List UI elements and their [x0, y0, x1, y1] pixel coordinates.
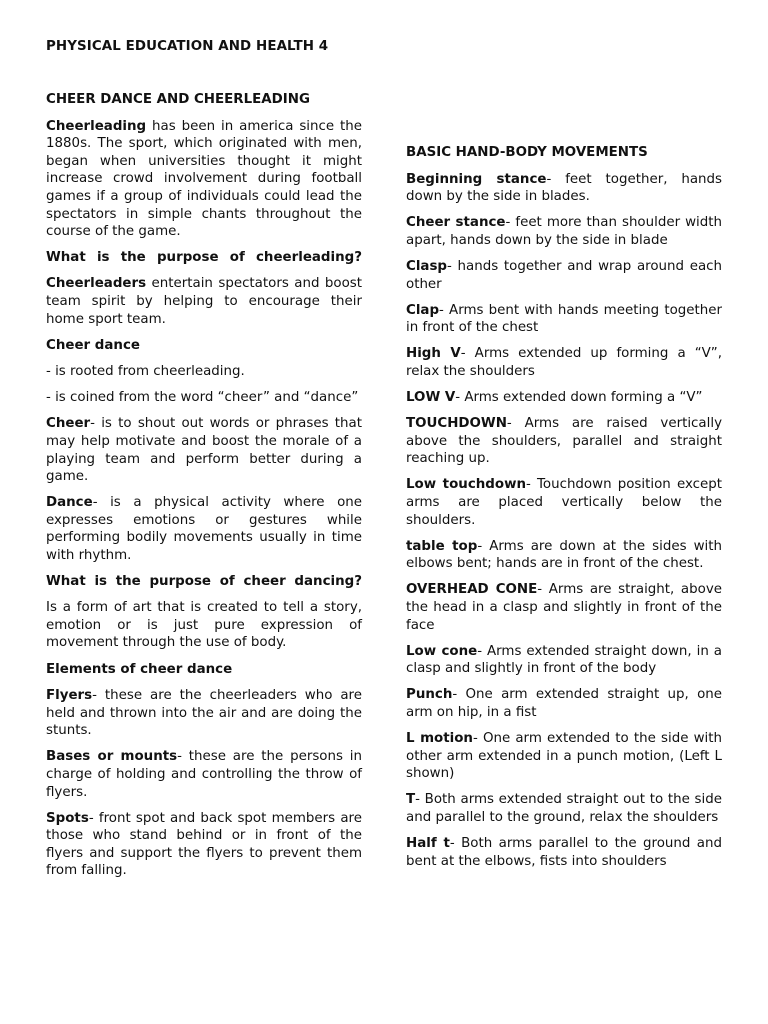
term-bases: Bases or mounts	[46, 749, 178, 765]
movement-text: - Arms extended up forming a “V”, relax the shoulders	[406, 346, 723, 379]
section-heading-movements: BASIC HAND-BODY MOVEMENTS	[406, 145, 648, 160]
heading-cheer-dance: Cheer dance	[46, 337, 140, 353]
movement-item	[406, 258, 722, 293]
term-dance: Dance	[46, 495, 93, 511]
page-title: PHYSICAL EDUCATION AND HEALTH 4	[46, 39, 329, 54]
movement-text: - One arm extended straight up, one arm on hip, in a fist	[406, 687, 722, 720]
movement-item	[406, 302, 722, 337]
movement-term: Half t	[406, 836, 450, 851]
movement-item	[406, 415, 722, 468]
movement-item	[406, 171, 722, 206]
term-cheerleading: Cheerleading	[46, 118, 147, 134]
paragraph-flyers	[46, 687, 362, 740]
paragraph-cheerleading	[46, 118, 362, 241]
right-column	[406, 144, 722, 879]
term-flyers: Flyers	[46, 688, 93, 704]
movement-text: - Arms bent with hands meeting together in front of the chest	[406, 302, 722, 336]
text-flyers: - these are the cheerleaders who are held and thrown into the air and are doing the stunts.	[46, 688, 362, 739]
question-purpose-cheer-dancing: What is the purpose of cheer dancing?	[46, 574, 362, 590]
movement-text: - One arm extended to the side with other arm extended in a punch motion, (Left L shown)	[406, 731, 722, 782]
section-heading-cheer-dance: CHEER DANCE AND CHEERLEADING	[46, 92, 310, 107]
movement-term: Low cone	[406, 643, 478, 659]
paragraph-bases	[46, 748, 362, 801]
movement-item	[406, 538, 722, 573]
movement-term: Clap	[406, 302, 440, 318]
movement-item	[406, 389, 722, 407]
movement-text: - Both arms parallel to the ground and bent at the elbows, fists into shoulders	[406, 836, 722, 869]
paragraph-spots	[46, 810, 362, 880]
movement-item	[406, 686, 722, 721]
movement-item	[406, 791, 722, 826]
movement-term: L motion	[406, 731, 473, 747]
text-cheerleaders: entertain spectators and boost team spirit by helping to encourage their home sport team.	[46, 276, 362, 327]
left-column	[46, 91, 362, 889]
movement-term: table top	[406, 538, 478, 554]
movement-term: OVERHEAD CONE	[406, 582, 538, 598]
movement-item	[406, 581, 722, 634]
movement-text: - Touchdown position except arms are placed vertically below the shoulders.	[406, 477, 722, 528]
movement-item	[406, 730, 722, 783]
question-purpose-cheerleading: What is the purpose of cheerleading?	[46, 250, 362, 266]
term-cheerleaders: Cheerleaders	[46, 276, 147, 292]
text-bases: - these are the persons in charge of holding and controlling the throw of flyers.	[46, 749, 362, 800]
movement-item	[406, 214, 722, 249]
movement-term: Cheer stance	[406, 215, 506, 231]
movement-term: High V	[406, 346, 461, 362]
movement-term: Clasp	[406, 258, 448, 274]
movement-text: - hands together and wrap around each other	[406, 258, 722, 292]
movement-term: TOUCHDOWN	[406, 416, 507, 432]
term-spots: Spots	[46, 810, 89, 826]
paragraph-dance	[46, 494, 362, 564]
movement-term: Punch	[406, 687, 453, 703]
paragraph-cheer-dancing-answer: Is a form of art that is created to tell a story, emotion or is just pure expression of movement through the use of body.	[46, 600, 362, 651]
movement-term: Low touchdown	[406, 477, 526, 493]
movement-text: - Arms extended straight down, in a clasp and slightly in front of the body	[406, 643, 722, 677]
movement-term: LOW V	[406, 390, 456, 406]
movement-text: - Arms are straight, above the head in a clasp and slightly in front of the face	[406, 582, 722, 633]
movement-text: - feet more than shoulder width apart, hands down by the side in blade	[406, 215, 723, 248]
paragraph-cheerleaders	[46, 275, 362, 328]
movement-term: T	[406, 792, 416, 808]
cheer-dance-point-1: - is rooted from cheerleading.	[46, 364, 245, 380]
movement-text: - Arms extended down forming a “V”	[455, 390, 703, 406]
movement-item	[406, 643, 722, 678]
heading-elements: Elements of cheer dance	[46, 661, 233, 677]
text-dance: - is a physical activity where one expresses emotions or gestures while performing bodily movements usually in time with rhythm.	[46, 495, 362, 564]
text-spots: - front spot and back spot members are those who stand behind or in front of the flyers and support the flyers to prevent them from falling.	[46, 810, 362, 879]
movement-text: - Arms are down at the sides with elbows bent; hands are in front of the chest.	[406, 538, 722, 572]
movement-text: - feet together, hands down by the side in blades.	[406, 171, 722, 205]
text-cheerleading: has been in america since the 1880s. The sport, which originated with men, began when universities thought it might increase crowd involvement during football games if a group of individuals could lead the spectators in simple chants throughout the course of the game.	[46, 118, 362, 240]
text-cheer: - is to shout out words or phrases that may help motivate and boost the morale of a playing team and perform better during a game.	[46, 416, 362, 485]
movement-term: Beginning stance	[406, 171, 547, 187]
cheer-dance-point-2: - is coined from the word “cheer” and “dance”	[46, 390, 359, 406]
movement-item	[406, 835, 722, 870]
movement-item	[406, 476, 722, 529]
movement-text: - Arms are raised vertically above the shoulders, parallel and straight reaching up.	[406, 416, 722, 467]
movement-item	[406, 345, 722, 380]
term-cheer: Cheer	[46, 416, 91, 432]
movement-text: - Both arms extended straight out to the side and parallel to the ground, relax the shoulders	[406, 792, 722, 825]
paragraph-cheer	[46, 415, 362, 485]
